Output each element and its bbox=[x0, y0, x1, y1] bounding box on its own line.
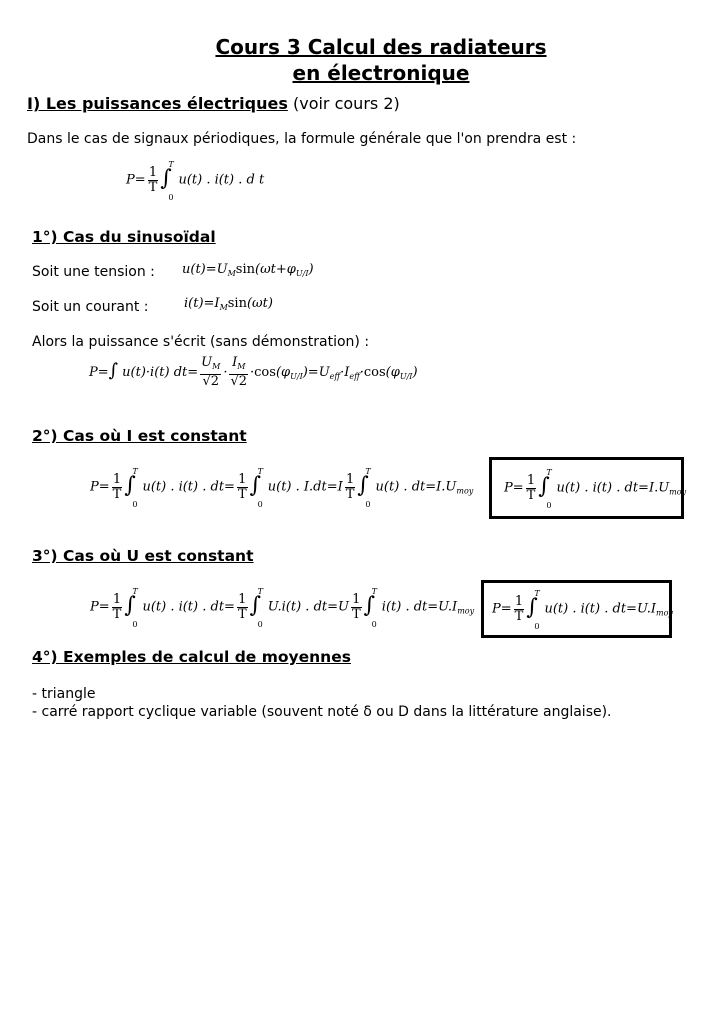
case-i-heading: 2°) Cas où I est constant bbox=[32, 427, 247, 445]
power-text: Alors la puissance s'écrit (sans démonstration) : bbox=[32, 334, 370, 350]
case-u-result-formula: P= $\frac{1}{T}$ ∫ T 0 u(t) . i(t) . $dt=U.I_{moy}$ bbox=[492, 589, 673, 631]
case-i-result-box bbox=[489, 457, 687, 519]
tension-label: Soit une tension : bbox=[32, 264, 155, 280]
section-1-note: (voir cours 2) bbox=[292, 94, 400, 113]
sinus-power-formula: P=∫ u(t)·i(t) dt= $\frac{U_M}{√2}$ · $\frac{I_M}{√2}$ $\cdot\cos(\varphi_{U/I})=U_{eff}\cdot I_{eff}\cdot\cos(\varphi_{U/I})$ bbox=[89, 355, 418, 389]
section-1-intro: Dans le cas de signaux périodiques, la formule générale que l'on prendra est : bbox=[27, 131, 577, 147]
page-title: Cours 3 Calcul des radiateurs bbox=[215, 35, 547, 59]
averages-item-square: - carré rapport cyclique variable (souvent noté δ ou D dans la littérature anglaise). bbox=[32, 704, 612, 720]
general-power-formula: P= $\frac{1}{T}$ ∫ T 0 u(t) . i(t) . d t bbox=[126, 160, 265, 202]
section-1-heading: I) Les puissances électriques bbox=[27, 94, 288, 113]
case-u-result-box bbox=[481, 580, 672, 638]
averages-item-triangle: - triangle bbox=[32, 686, 96, 702]
case-u-formula: P= $\frac{1}{T}$ ∫ T 0 u(t) . i(t) . dt= $\frac{1}{T}$ ∫ T 0 U.i(t) . dt=U $\frac{1}{T}$ ∫ T 0 i(t) . $dt=U.I_{moy}$ bbox=[90, 587, 475, 629]
averages-heading: 4°) Exemples de calcul de moyennes bbox=[32, 648, 351, 666]
courant-formula: $i(t)=I_M\sin(\omega t)$ bbox=[184, 296, 273, 312]
section-1-heading-row bbox=[27, 94, 400, 113]
courant-label: Soit un courant : bbox=[32, 299, 149, 315]
tension-formula: $u(t)=U_M\sin(\omega t+\varphi_{U/I})$ bbox=[182, 262, 314, 278]
sinus-heading: 1°) Cas du sinusoïdal bbox=[32, 228, 216, 246]
case-i-formula: P= $\frac{1}{T}$ ∫ T 0 u(t) . i(t) . dt= $\frac{1}{T}$ ∫ T 0 u(t) . I.dt=I $\frac{1}{T}$ ∫ T 0 u(t) . $dt=I.U_{moy}$ bbox=[90, 467, 474, 509]
case-i-result-formula: P= $\frac{1}{T}$ ∫ T 0 u(t) . i(t) . $dt=I.U_{moy}$ bbox=[504, 468, 687, 510]
case-u-heading: 3°) Cas où U est constant bbox=[32, 547, 254, 565]
page-subtitle: en électronique bbox=[292, 61, 470, 85]
